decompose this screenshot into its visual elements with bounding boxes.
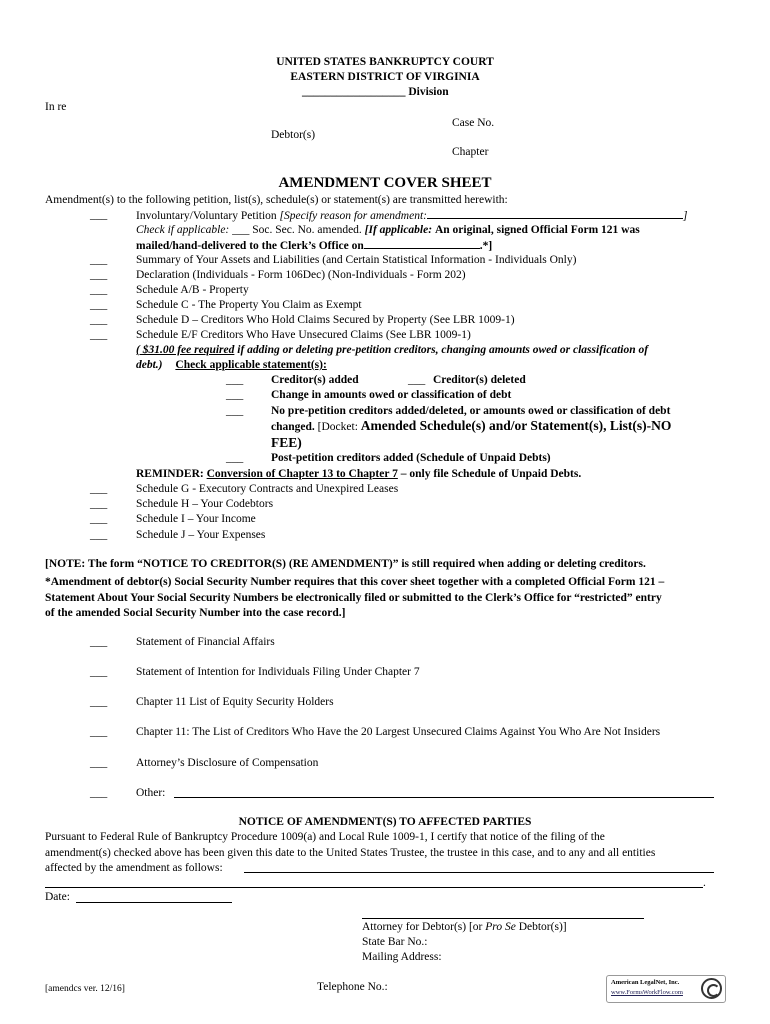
seal-icon (701, 978, 722, 999)
division-label: Division (408, 86, 449, 98)
statement-item: Statement of Financial Affairs (136, 636, 275, 648)
no-fee: FEE) (271, 435, 302, 450)
reason-field[interactable] (427, 208, 683, 219)
schedule-item: Schedule E/F Creditors Who Have Unsecured Claims (See LBR 1009-1) (136, 329, 471, 341)
schedule-item: Schedule J – Your Expenses (136, 529, 266, 541)
fee-line (136, 343, 648, 357)
mailed-end: .*] (479, 240, 493, 252)
no-creditors-changed: No pre-petition creditors added/deleted, or amounts owed or classification of debt (271, 405, 671, 417)
deleted-checkbox[interactable]: ___ (408, 374, 426, 386)
change-checkbox[interactable]: ___ (226, 389, 244, 401)
statement-checkbox[interactable]: ___ (90, 636, 108, 648)
ssn-checkbox[interactable]: ___ (232, 224, 250, 236)
petition-label: Involuntary/Voluntary Petition (136, 210, 277, 222)
statement-checkbox[interactable]: ___ (90, 726, 108, 738)
schedule-item: Schedule C - The Property You Claim as Exempt (136, 299, 362, 311)
note-line-3: Statement About Your Social Security Numbers be electronically filed or submitted to the Clerk’s Office for “restricted” entry (45, 592, 662, 604)
schedule-checkbox[interactable]: ___ (90, 498, 108, 510)
reminder-rest: – only file Schedule of Unpaid Debts. (397, 468, 582, 480)
attorney-pre: Attorney for Debtor(s) [or (362, 921, 486, 933)
case-no-label: Case No. (452, 117, 495, 129)
reminder-line (136, 467, 581, 481)
note-line-2: *Amendment of debtor(s) Social Security Number requires that this cover sheet together with a completed Official Form 121 – (45, 576, 665, 588)
mailing-address-label: Mailing Address: (362, 951, 442, 963)
division-blank[interactable]: __________________ (302, 86, 406, 98)
schedule-checkbox[interactable]: ___ (90, 299, 108, 311)
other-label: Other: (136, 787, 166, 799)
docket-text: Amended Schedule(s) and/or Statement(s), List(s)-NO (360, 418, 672, 433)
court-name: UNITED STATES BANKRUPTCY COURT (276, 56, 494, 68)
logo-url[interactable]: www.FormsWorkFlow.com (611, 989, 683, 996)
docket-line (271, 419, 671, 434)
specify-end: ] (682, 210, 688, 222)
version-label: [amendcs ver. 12/16] (45, 984, 125, 994)
check-applicable-line (136, 223, 640, 237)
fee-required: ( $31.00 fee required (136, 344, 235, 356)
creditors-added: Creditor(s) added (271, 374, 359, 386)
in-re-label: In re (45, 101, 67, 113)
date-field[interactable] (76, 902, 232, 903)
division-line (302, 85, 449, 99)
schedule-checkbox[interactable]: ___ (90, 254, 108, 266)
statement-item: Chapter 11: The List of Creditors Who Have the 20 Largest Unsecured Claims Against You Who Are Not Insiders (136, 726, 661, 738)
attorney-post: Debtor(s)] (515, 921, 567, 933)
statement-item: Attorney’s Disclosure of Compensation (136, 757, 319, 769)
change-amounts: Change in amounts owed or classification of debt (271, 389, 512, 401)
chapter-label: Chapter (452, 146, 489, 158)
note-line-1: [NOTE: The form “NOTICE TO CREDITOR(S) (RE AMENDMENT)” is still required when adding or deleting creditors. (45, 558, 646, 570)
date-label: Date: (45, 891, 70, 903)
american-legalnet-logo[interactable] (606, 975, 726, 1003)
schedule-checkbox[interactable]: ___ (90, 483, 108, 495)
schedule-item: Schedule H – Your Codebtors (136, 498, 274, 510)
statement-item: Chapter 11 List of Equity Security Holders (136, 696, 334, 708)
statement-checkbox[interactable]: ___ (90, 696, 108, 708)
notice-period: . (703, 877, 706, 889)
schedule-checkbox[interactable]: ___ (90, 513, 108, 525)
notice-title: NOTICE OF AMENDMENT(S) TO AFFECTED PARTIES (238, 816, 532, 828)
schedule-checkbox[interactable]: ___ (90, 314, 108, 326)
reminder-label: REMINDER: (136, 468, 204, 480)
district-name: EASTERN DISTRICT OF VIRGINIA (290, 71, 480, 83)
docket-label: [Docket: (317, 421, 358, 433)
debtor-label: Debtor(s) (271, 129, 316, 141)
debt-text: debt.) (136, 359, 163, 371)
schedule-item: Schedule I – Your Income (136, 513, 256, 525)
post-checkbox[interactable]: ___ (226, 452, 244, 464)
post-petition: Post-petition creditors added (Schedule of Unpaid Debts) (271, 452, 551, 464)
specify-reason: [Specify reason for amendment: (279, 210, 427, 222)
schedule-item: Schedule G - Executory Contracts and Unexpired Leases (136, 483, 399, 495)
mailed-date-field[interactable] (364, 238, 480, 249)
schedule-checkbox[interactable]: ___ (90, 284, 108, 296)
notice-line-2: amendment(s) checked above has been given this date to the United States Trustee, the trustee in this case, and to any and all entities (45, 847, 656, 859)
notice-line-1: Pursuant to Federal Rule of Bankruptcy Procedure 1009(a) and Local Rule 1009-1, I certify that notice of the filing of the (45, 831, 605, 843)
intro-text: Amendment(s) to the following petition, list(s), schedule(s) or statement(s) are transmitted herewith: (45, 194, 508, 206)
schedule-item: Summary of Your Assets and Liabilities (and Certain Statistical Information - Individuals Only) (136, 254, 577, 266)
state-bar-label: State Bar No.: (362, 936, 428, 948)
attorney-line (362, 920, 567, 934)
statement-checkbox[interactable]: ___ (90, 666, 108, 678)
changed-text: changed. (271, 421, 315, 433)
note-line-4: of the amended Social Security Number into the case record.] (45, 607, 346, 619)
statement-checkbox[interactable]: ___ (90, 757, 108, 769)
signature-line[interactable] (362, 918, 644, 919)
added-checkbox[interactable]: ___ (226, 374, 244, 386)
other-checkbox[interactable]: ___ (90, 787, 108, 799)
conversion-text: Conversion of Chapter 13 to Chapter 7 (206, 468, 398, 480)
if-applicable: [If applicable: (364, 224, 433, 236)
original-form-text: An original, signed Official Form 121 was (434, 224, 640, 236)
other-field[interactable] (174, 797, 714, 798)
pro-se: Pro Se (485, 921, 516, 933)
ssn-amended: Soc. Sec. No. amended. (252, 224, 362, 236)
mailed-line (136, 238, 492, 253)
schedule-checkbox[interactable]: ___ (90, 329, 108, 341)
petition-checkbox[interactable]: ___ (90, 209, 108, 221)
schedule-checkbox[interactable]: ___ (90, 269, 108, 281)
check-statement: Check applicable statement(s): (175, 359, 327, 371)
creditors-deleted: Creditor(s) deleted (433, 374, 526, 386)
affected-parties-field-2[interactable] (45, 887, 703, 888)
schedule-item: Schedule A/B - Property (136, 284, 249, 296)
affected-parties-field-1[interactable] (244, 872, 714, 873)
debt-line (136, 358, 327, 372)
schedule-item: Declaration (Individuals - Form 106Dec) (Non-Individuals - Form 202) (136, 269, 466, 281)
page-title: AMENDMENT COVER SHEET (278, 175, 492, 191)
logo-name: American LegalNet, Inc. (611, 979, 680, 986)
schedule-item: Schedule D – Creditors Who Hold Claims Secured by Property (See LBR 1009-1) (136, 314, 515, 326)
fee-rest: if adding or deleting pre-petition creditors, changing amounts owed or classification of (234, 344, 649, 356)
none-checkbox[interactable]: ___ (226, 405, 244, 417)
check-applicable: Check if applicable: (136, 224, 230, 236)
notice-line-3: affected by the amendment as follows: (45, 862, 223, 874)
petition-line (136, 208, 687, 223)
statement-item: Statement of Intention for Individuals Filing Under Chapter 7 (136, 666, 420, 678)
mailed-text: mailed/hand-delivered to the Clerk’s Office on (136, 240, 364, 252)
telephone-label: Telephone No.: (317, 981, 388, 993)
schedule-checkbox[interactable]: ___ (90, 529, 108, 541)
